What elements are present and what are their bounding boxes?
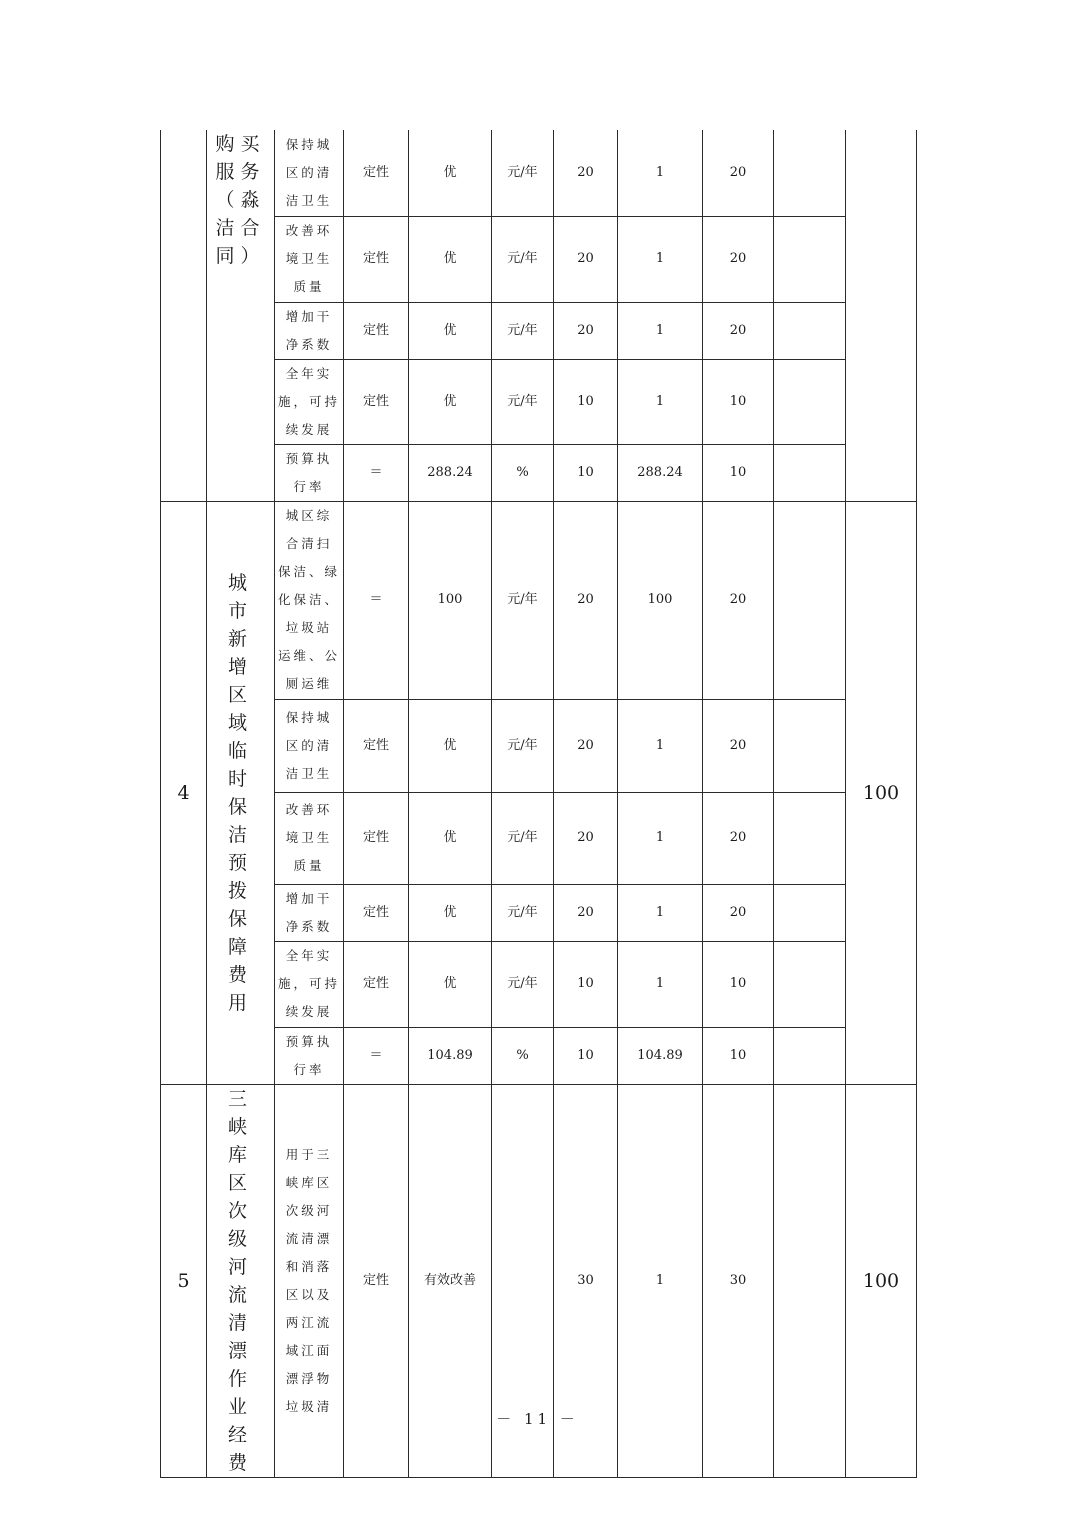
remark-cell [774,302,846,359]
remark-cell [774,359,846,444]
nature-cell: 定性 [344,699,409,792]
remark-cell [774,941,846,1027]
target-cell: 优 [409,699,492,792]
indicator-text: 用于三 峡库区 次级河 流清漂 和消落 区以及 两江流 域江面 漂浮物 垃圾清 [285,1146,333,1414]
target-cell: 优 [409,130,492,216]
actual-cell: 288.24 [618,444,703,501]
actual-cell: 104.89 [618,1027,703,1084]
indicator-cell [275,302,344,359]
nature-cell: 定性 [344,216,409,302]
target-cell: 288.24 [409,444,492,501]
nature-cell: 定性 [344,130,409,216]
indicator-text: 预算执 行率 [285,1033,333,1077]
nature-cell: 定性 [344,884,409,941]
indicator-text: 保持城 区的清 洁卫生 [285,136,333,208]
table-row [161,792,917,884]
nature-cell: 定性 [344,792,409,884]
remark-cell [774,792,846,884]
actual-cell: 1 [618,941,703,1027]
weight-cell: 20 [554,501,618,699]
indicator-cell [275,941,344,1027]
indicator-text: 城区综 合清扫 保洁、绿 化保洁、 垃圾站 运维、公 厕运维 [277,508,340,691]
table-row [161,444,917,501]
weight-cell: 20 [554,699,618,792]
indicator-text: 全年实 施，可持 续发展 [277,365,340,437]
actual-cell: 1 [618,302,703,359]
weight-cell: 20 [554,792,618,884]
weight-cell: 10 [554,359,618,444]
table-row [161,130,917,216]
indicator-cell [275,884,344,941]
table-row [161,359,917,444]
indicator-cell [275,216,344,302]
unit-cell: 元/年 [492,130,554,216]
indicator-cell [275,501,344,699]
score-cell: 10 [703,1027,774,1084]
table-row [161,302,917,359]
actual-cell: 1 [618,884,703,941]
nature-cell: ＝ [344,1027,409,1084]
weight-cell: 20 [554,130,618,216]
total-score-cell: 100 [846,501,917,1084]
indicator-cell [275,699,344,792]
score-cell: 20 [703,216,774,302]
actual-cell: 1 [618,792,703,884]
indicator-text: 改善环 境卫生 质量 [285,802,333,873]
unit-cell: 元/年 [492,216,554,302]
indicator-cell [275,792,344,884]
nature-cell: 定性 [344,941,409,1027]
table-row [161,1027,917,1084]
nature-cell: 定性 [344,359,409,444]
indicator-cell [275,444,344,501]
project-name-text: 购买 服务 （淼 洁合 同） [215,133,266,267]
indicator-cell [275,130,344,216]
target-cell: 100 [409,501,492,699]
target-cell: 优 [409,884,492,941]
indicator-text: 增加干 净系数 [285,890,333,934]
performance-table [160,130,917,1478]
target-cell: 有效改善 [409,1084,492,1477]
table-row [161,501,917,699]
seq-cell: 5 [161,1084,207,1477]
target-cell: 优 [409,359,492,444]
target-cell: 优 [409,302,492,359]
seq-cell: 4 [161,501,207,1084]
unit-cell: 元/年 [492,792,554,884]
remark-cell [774,444,846,501]
weight-cell: 10 [554,444,618,501]
project-name-cell [207,130,275,501]
seq-cell-empty [161,130,207,501]
actual-cell: 1 [618,130,703,216]
remark-cell [774,699,846,792]
table-row [161,699,917,792]
actual-cell: 1 [618,1084,703,1477]
target-cell: 优 [409,792,492,884]
weight-cell: 10 [554,1027,618,1084]
remark-cell [774,501,846,699]
indicator-text: 改善环 境卫生 质量 [285,223,333,294]
weight-cell: 20 [554,884,618,941]
total-score-cell: 100 [846,1084,917,1477]
score-cell: 20 [703,130,774,216]
indicator-text: 增加干 净系数 [285,308,333,352]
score-cell: 10 [703,941,774,1027]
table-row [161,216,917,302]
table-row [161,941,917,1027]
unit-cell: 元/年 [492,501,554,699]
score-cell: 20 [703,501,774,699]
unit-cell: 元/年 [492,699,554,792]
page-number: － 11 － [496,1410,579,1428]
indicator-text: 保持城 区的清 洁卫生 [285,709,333,781]
nature-cell: ＝ [344,444,409,501]
score-cell: 20 [703,792,774,884]
indicator-cell [275,1027,344,1084]
score-cell: 30 [703,1084,774,1477]
score-cell: 10 [703,359,774,444]
indicator-cell [275,359,344,444]
score-cell: 20 [703,699,774,792]
unit-cell: 元/年 [492,359,554,444]
weight-cell: 20 [554,302,618,359]
target-cell: 优 [409,941,492,1027]
remark-cell [774,1027,846,1084]
nature-cell: ＝ [344,501,409,699]
unit-cell: 元/年 [492,884,554,941]
actual-cell: 1 [618,699,703,792]
project-name-text: 三峡库区次级河流清漂作业经费 [227,1087,253,1474]
remark-cell [774,130,846,216]
table-row [161,884,917,941]
actual-cell: 1 [618,359,703,444]
actual-cell: 100 [618,501,703,699]
target-cell: 优 [409,216,492,302]
target-cell: 104.89 [409,1027,492,1084]
score-cell: 20 [703,884,774,941]
project-name-text: 城市新增区域临时保洁预拨保障费用 [227,571,253,1014]
unit-cell: 元/年 [492,302,554,359]
total-cell-empty [846,130,917,501]
weight-cell: 20 [554,216,618,302]
unit-cell: % [492,1027,554,1084]
score-cell: 10 [703,444,774,501]
score-cell: 20 [703,302,774,359]
remark-cell [774,884,846,941]
project-name-cell [207,501,275,1084]
unit-cell: 元/年 [492,941,554,1027]
actual-cell: 1 [618,216,703,302]
unit-cell: % [492,444,554,501]
nature-cell: 定性 [344,302,409,359]
indicator-text: 预算执 行率 [285,450,333,494]
weight-cell: 30 [554,1084,618,1477]
remark-cell [774,216,846,302]
weight-cell: 10 [554,941,618,1027]
nature-cell: 定性 [344,1084,409,1477]
indicator-text: 全年实 施，可持 续发展 [277,948,340,1019]
